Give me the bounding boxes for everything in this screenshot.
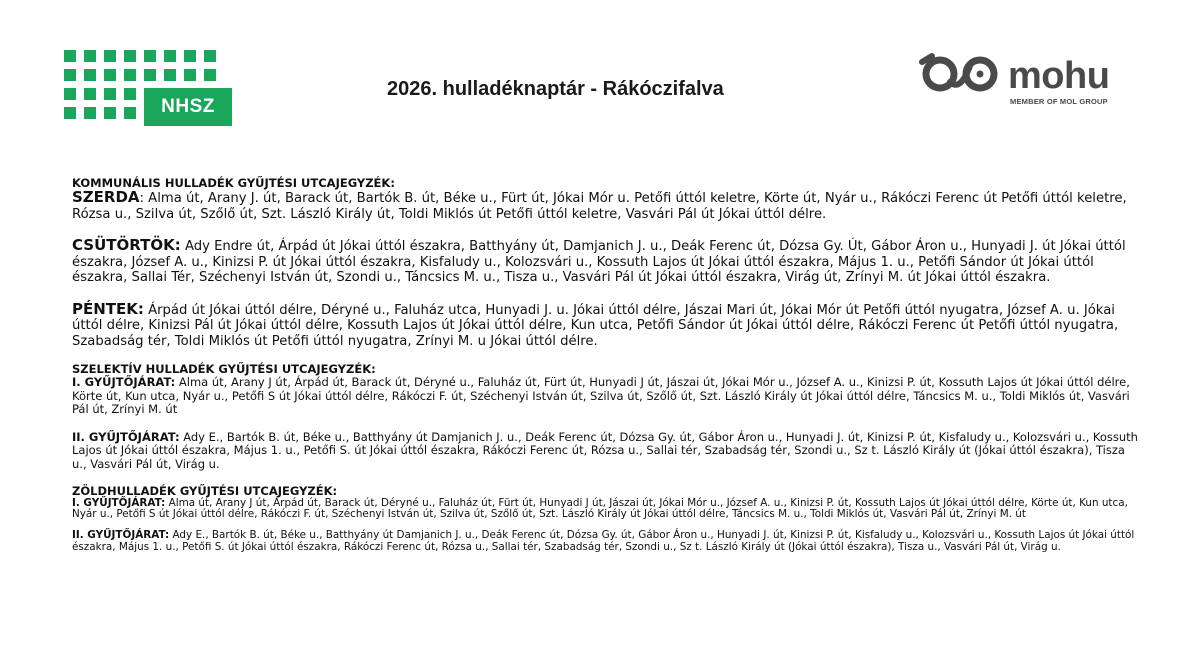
csutortok-streets: Ady Endre út, Árpád út Jókai úttól északra, Batthyány út, Damjanich J. u., Deák Ferenc út, Dózsa Gy. Út, Gábor Áron u., Hunyadi J. út Jókai úttól északra, József A. u., Kinizsi P. út Jókai úttól északra, Kisfaludy u., Kolozsvári u., Kossuth Lajos út Jókai úttól északra, Május 1. u., Petőfi Sándor út Jókai úttól északra, Sallai Tér, Széchenyi István út, Szondi u., Táncsics M. u., Tisza u., Vasvári Pál út Jókai úttól északra, Virág út, Zrínyi M. út Jókai úttól északra. bbox=[72, 239, 1126, 285]
szelektiv-heading: SZELEKTÍV HULLADÉK GYŰJTÉSI UTCAJEGYZÉK: bbox=[72, 362, 376, 376]
zold-round2-paragraph bbox=[72, 530, 1142, 552]
kommunalis-heading: KOMMUNÁLIS HULLADÉK GYŰJTÉSI UTCAJEGYZÉK: bbox=[72, 176, 395, 190]
mohu-symbol-icon bbox=[918, 52, 1006, 94]
szelektiv-round2-streets: Ady E., Bartók B. út, Béke u., Batthyány út Damjanich J. u., Deák Ferenc út, Dózsa Gy. út, Gábor Áron u., Hunyadi J. út, Kinizsi P. út, Kisfaludy u., Kolozsvári u., Kossuth Lajos út Jókai úttól északra, Május 1. u., Petőfi S. út Jókai úttól északra, Rákóczi Ferenc út, Rózsa u., Sallai tér, Szabadság tér, Szondi u., Sz t. László Király út (Jókai úttól északra), Tisza u., Vasvári Pál út, Virág u. bbox=[72, 429, 1138, 471]
szelektiv-round1-streets: Alma út, Arany J út, Árpád út, Barack út, Déryné u., Faluház út, Fürt út, Hunyadi J út, Jászai út, Jókai Mór u., József A. u., Kinizsi P. út, Kossuth Lajos út Jókai úttól délre, Körte út, Kun utca, Nyár u., Petőfi S út Jókai úttól délre, Rákóczi F. út, Széchenyi István út, Szilva út, Szőlő út, Szt. László Király út Jókai úttól délre, Táncsics M. u., Toldi Miklós út, Vasvári Pál út, Zrínyi M. út bbox=[72, 375, 1130, 416]
szelektiv-round1-label: I. GYŰJTŐJÁRAT: bbox=[72, 375, 176, 389]
mohu-logo bbox=[918, 52, 1128, 112]
mohu-wordmark: mohu bbox=[1008, 55, 1110, 97]
csutortok-day-label: CSÜTÖRTÖK: bbox=[72, 236, 181, 254]
schedule-content bbox=[72, 177, 1142, 553]
zold-round1-streets: Alma út, Arany J út, Árpád út, Barack út, Déryné u., Faluház út, Fürt út, Hunyadi J út, Jászai út, Jókai Mór u., József A. u., Kinizsi P. út, Kossuth Lajos út Jókai úttól délre, Körte út, Kun utca, Nyár u., Petőfi S út Jókai úttól délre, Rákóczi F. út, Széchenyi István út, Szilva út, Szőlő út, Szt. László Király út Jókai úttól délre, Táncsics M. u., Toldi Miklós út, Vasvári Pál út, Zrínyi M. út bbox=[72, 497, 1128, 521]
szelektiv-round2-label: II. GYŰJTŐJÁRAT: bbox=[72, 429, 180, 444]
nhsz-logo bbox=[64, 50, 232, 130]
csutortok-paragraph bbox=[72, 238, 1142, 286]
mohu-tagline: MEMBER OF MOL GROUP bbox=[1010, 97, 1108, 106]
szerda-day-label: SZERDA bbox=[72, 188, 140, 206]
zold-round1-label: I. GYŰJTŐJÁRAT: bbox=[72, 497, 166, 509]
szerda-streets: : Alma út, Arany J. út, Barack út, Bartók B. út, Béke u., Fürt út, Jókai Mór u. Petőfi úttól keletre, Körte út, Nyár u., Rákóczi Ferenc út Petőfi úttól keletre, Rózsa u., Szilva út, Szőlő út, Szt. László Király út, Toldi Miklós út Petőfi úttól keletre, Vasvári Pál út Jókai úttól délre. bbox=[72, 191, 1127, 222]
zold-round2-label: II. GYŰJTŐJÁRAT: bbox=[72, 529, 170, 542]
pentek-day-label: PÉNTEK: bbox=[72, 299, 144, 318]
zold-round1-paragraph bbox=[72, 498, 1142, 520]
nhsz-logo-text: NHSZ bbox=[144, 88, 232, 126]
szerda-paragraph bbox=[72, 190, 1142, 222]
zold-heading: ZÖLDHULLADÉK GYŰJTÉSI UTCAJEGYZÉK: bbox=[72, 484, 338, 498]
szelektiv-round2-paragraph bbox=[72, 431, 1142, 472]
szelektiv-round1-paragraph bbox=[72, 376, 1142, 417]
page-title: 2026. hulladéknaptár - Rákóczifalva bbox=[387, 78, 724, 100]
zold-round2-streets: Ady E., Bartók B. út, Béke u., Batthyány út Damjanich J. u., Deák Ferenc út, Dózsa Gy. út, Gábor Áron u., Hunyadi J. út, Kinizsi P. út, Kisfaludy u., Kolozsvári u., Kossuth Lajos út Jókai úttól északra, Május 1. u., Petőfi S. út Jókai úttól északra, Rákóczi Ferenc út, Rózsa u., Sallai tér, Szabadság tér, Szondi u., Sz t. László Király út (Jókai úttól északra), Tisza u., Vasvári Pál út, Virág u. bbox=[72, 529, 1135, 553]
pentek-paragraph bbox=[72, 299, 1142, 350]
pentek-streets: Árpád út Jókai úttól délre, Déryné u., Faluház utca, Hunyadi J. u. Jókai úttól délre, Jászai Mari út, Jókai Mór út Petőfi úttól nyugatra, József A. u. Jókai úttól délre, Kinizsi Pál út Jókai úttól délre, Kossuth Lajos út Jókai úttól délre, Kun utca, Petőfi Sándor út Jókai úttól délre, Rákóczi Ferenc út Petőfi úttól nyugatra, Szabadság tér, Toldi Miklós út Petőfi úttól nyugatra, Zrínyi M. u Jókai úttól délre. bbox=[72, 302, 1119, 349]
